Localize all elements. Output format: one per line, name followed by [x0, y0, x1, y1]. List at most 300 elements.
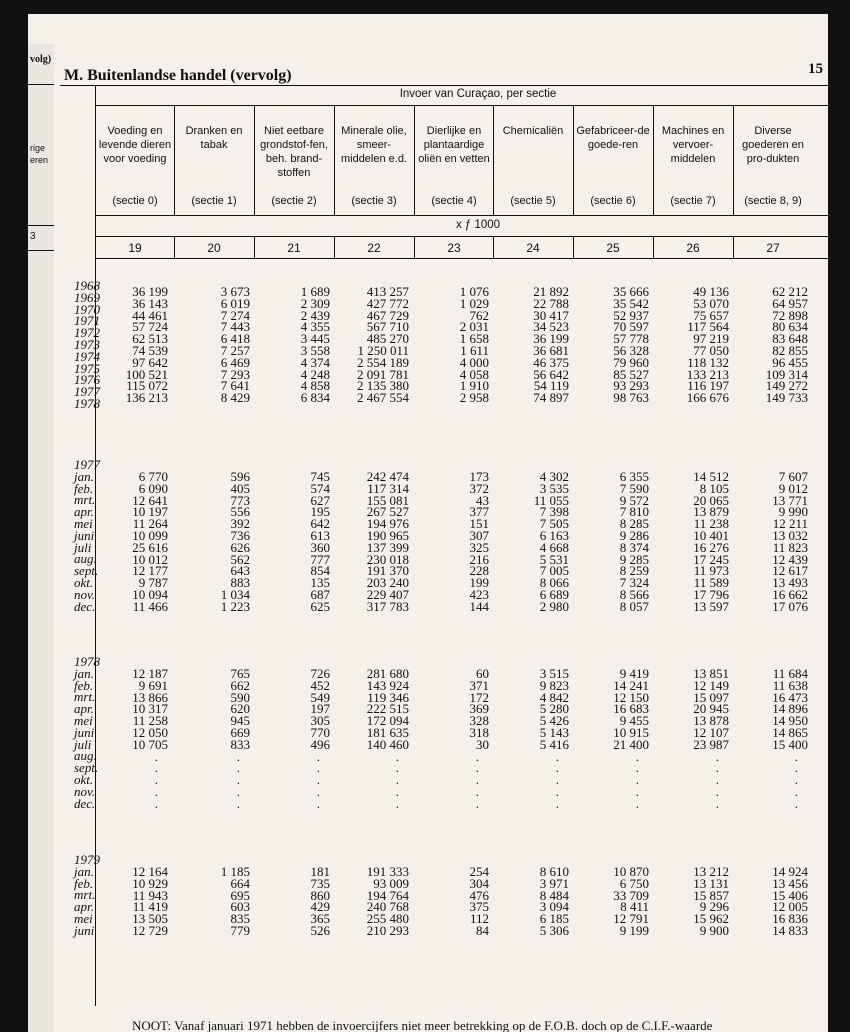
- document-page: [28, 14, 828, 1032]
- row-label: 1979: [74, 852, 100, 867]
- table-cell: 210 293: [366, 923, 409, 938]
- table-cell: 9 419: [619, 666, 649, 681]
- empty-cell-dot: .: [316, 772, 320, 788]
- empty-cell-dot: .: [395, 784, 399, 799]
- row-label: 1970: [74, 301, 100, 317]
- table-cell: 12 107: [693, 725, 729, 740]
- table-cell: 2 554 189: [357, 354, 409, 370]
- table-cell: 1 250 011: [357, 343, 409, 358]
- empty-cell-dot: .: [236, 784, 240, 799]
- empty-cell-dot: .: [715, 784, 719, 799]
- empty-cell-dot: .: [475, 784, 479, 799]
- row-label: mrt.: [74, 492, 96, 508]
- table-cell: 7 590: [619, 480, 649, 496]
- table-cell: 13 866: [132, 689, 168, 705]
- table-cell: 14 241: [613, 677, 649, 693]
- table-cell: 6 090: [138, 480, 168, 496]
- table-cell: 10 012: [132, 551, 168, 567]
- table-cell: 117 314: [367, 480, 409, 496]
- table-cell: 16 276: [693, 539, 729, 555]
- table-cell: 7 274: [220, 307, 250, 323]
- row-label: dec.: [74, 598, 96, 614]
- table-cell: 4 842: [539, 689, 569, 705]
- column-number: 21: [287, 241, 301, 255]
- table-cell: 392: [230, 516, 250, 532]
- column-header: Diverse goederen en pro-dukten: [742, 125, 804, 165]
- column-section: (sectie 8, 9): [744, 195, 802, 207]
- table-cell: 60: [476, 666, 489, 681]
- empty-cell-dot: .: [635, 760, 639, 776]
- table-cell: 7 607: [778, 469, 808, 484]
- table-cell: 1 689: [300, 284, 330, 299]
- table-cell: 57 778: [613, 331, 649, 347]
- table-cell: 149 733: [765, 390, 808, 406]
- empty-cell-dot: .: [316, 748, 320, 764]
- table-cell: 43: [476, 492, 489, 508]
- empty-cell-dot: .: [154, 772, 158, 788]
- table-cell: 9 285: [619, 551, 649, 567]
- table-cell: 79 960: [613, 354, 649, 370]
- table-cell: 191 370: [366, 563, 409, 579]
- table-cell: 9 572: [619, 492, 649, 508]
- header-rule: [95, 215, 828, 216]
- table-cell: 8 610: [539, 864, 569, 879]
- table-cell: 9 199: [619, 923, 649, 938]
- empty-cell-dot: .: [794, 772, 798, 788]
- empty-cell-dot: .: [635, 748, 639, 764]
- table-cell: 93 009: [373, 875, 409, 891]
- column-header: Dranken en tabak: [185, 125, 243, 151]
- empty-cell-dot: .: [236, 795, 240, 811]
- table-cell: 12 164: [132, 864, 168, 879]
- table-cell: 97 219: [693, 331, 729, 347]
- header-rule: [95, 105, 828, 106]
- table-cell: 14 924: [772, 864, 808, 879]
- table-cell: 12 050: [132, 725, 168, 740]
- table-cell: 7 257: [220, 343, 250, 358]
- empty-cell-dot: .: [395, 748, 399, 764]
- row-label: apr.: [74, 899, 94, 915]
- table-cell: 11 264: [132, 516, 168, 532]
- table-cell: 62 212: [772, 284, 808, 299]
- table-cell: 662: [230, 677, 250, 693]
- table-cell: 36 143: [132, 295, 168, 311]
- column-number: 19: [128, 241, 142, 255]
- table-cell: 8 374: [619, 539, 649, 555]
- table-cell: 74 897: [533, 390, 569, 406]
- table-cell: 10 094: [132, 587, 168, 602]
- table-cell: 53 070: [693, 295, 729, 311]
- table-cell: 762: [469, 307, 489, 323]
- table-cell: 16 683: [613, 701, 649, 717]
- table-cell: 413 257: [366, 284, 409, 299]
- table-cell: 8 057: [619, 598, 649, 614]
- table-cell: 371: [469, 677, 489, 693]
- table-cell: 7 443: [220, 319, 250, 335]
- table-cell: 9 286: [619, 528, 649, 543]
- header-rule: [95, 236, 828, 237]
- row-label: okt.: [74, 575, 94, 590]
- table-cell: 72 898: [772, 307, 808, 323]
- empty-cell-dot: .: [555, 748, 559, 764]
- table-cell: 14 950: [772, 713, 808, 729]
- table-cell: 452: [310, 677, 330, 693]
- table-cell: 35 666: [613, 284, 649, 299]
- empty-cell-dot: .: [555, 760, 559, 776]
- table-cell: 62 513: [132, 331, 168, 347]
- table-cell: 6 163: [539, 528, 569, 543]
- table-cell: 229 407: [366, 587, 409, 602]
- table-cell: 2 958: [459, 390, 489, 406]
- empty-cell-dot: .: [236, 748, 240, 764]
- table-cell: 11 589: [693, 575, 729, 591]
- table-cell: 22 788: [533, 295, 569, 311]
- table-cell: 12 211: [772, 516, 808, 532]
- row-label: aug.: [74, 551, 97, 567]
- table-cell: 4 668: [539, 539, 569, 555]
- table-cell: 17 245: [693, 551, 729, 567]
- table-cell: 230 018: [366, 551, 409, 567]
- row-label: jan.: [74, 468, 94, 484]
- table-cell: 945: [230, 713, 250, 729]
- table-cell: 325: [469, 539, 489, 555]
- table-cell: 9 012: [778, 480, 808, 496]
- table-cell: 25 616: [132, 539, 168, 555]
- empty-cell-dot: .: [475, 795, 479, 811]
- table-cell: 7 398: [539, 504, 569, 520]
- table-cell: 669: [230, 725, 250, 740]
- table-cell: 151: [469, 516, 489, 532]
- row-label: juli: [74, 736, 92, 752]
- table-cell: 96 455: [772, 354, 808, 370]
- column-header: Chemicaliën: [502, 125, 564, 137]
- table-cell: 328: [469, 713, 489, 729]
- table-cell: 74 539: [132, 343, 168, 358]
- table-cell: 8 066: [539, 575, 569, 591]
- table-cell: 318: [469, 725, 489, 740]
- table-cell: 8 566: [619, 587, 649, 602]
- table-cell: 203 240: [366, 575, 409, 591]
- table-cell: 1 658: [459, 331, 489, 347]
- column-section: (sectie 0): [112, 195, 158, 207]
- table-cell: 773: [230, 492, 250, 508]
- row-label: mrt.: [74, 887, 96, 903]
- table-cell: 93 293: [613, 378, 649, 394]
- table-cell: 590: [230, 689, 250, 705]
- table-cell: 15 406: [772, 887, 808, 903]
- table-cell: 7 641: [220, 378, 250, 394]
- row-label: 1972: [74, 325, 100, 341]
- table-cell: 9 990: [778, 504, 808, 520]
- table-cell: 1 185: [220, 864, 250, 879]
- table-cell: 11 823: [772, 539, 808, 555]
- table-cell: 149 272: [765, 378, 808, 394]
- table-cell: 9 823: [539, 677, 569, 693]
- table-cell: 10 705: [132, 736, 168, 752]
- table-cell: 33 709: [613, 887, 649, 903]
- row-label: 1978: [74, 396, 100, 411]
- table-cell: 549: [310, 689, 330, 705]
- table-cell: 643: [230, 563, 250, 579]
- table-cell: 15 097: [693, 689, 729, 705]
- empty-cell-dot: .: [395, 772, 399, 788]
- table-cell: 194 764: [366, 887, 409, 903]
- table-cell: 4 355: [300, 319, 330, 335]
- table-cell: 735: [310, 875, 330, 891]
- table-cell: 3 971: [539, 875, 569, 891]
- table-cell: 135: [310, 575, 330, 591]
- empty-cell-dot: .: [316, 760, 320, 776]
- empty-cell-dot: .: [555, 772, 559, 788]
- table-cell: 11 943: [132, 887, 168, 903]
- table-cell: 12 005: [772, 899, 808, 915]
- table-cell: 860: [310, 887, 330, 903]
- row-label: 1968: [74, 278, 100, 293]
- table-cell: 1 611: [460, 343, 489, 358]
- table-cell: 423: [469, 587, 489, 602]
- table-cell: 6 355: [619, 469, 649, 484]
- table-cell: 228: [469, 563, 489, 579]
- table-cell: 765: [230, 666, 250, 681]
- empty-cell-dot: .: [236, 760, 240, 776]
- table-cell: 34 523: [533, 319, 569, 335]
- table-cell: 4 000: [459, 354, 489, 370]
- table-cell: 627: [310, 492, 330, 508]
- table-cell: 56 328: [613, 343, 649, 358]
- table-cell: 82 855: [772, 343, 808, 358]
- empty-cell-dot: .: [475, 760, 479, 776]
- table-cell: 137 399: [366, 539, 409, 555]
- table-cell: 52 937: [613, 307, 649, 323]
- table-cell: 4 058: [459, 366, 489, 382]
- table-cell: 6 750: [619, 875, 649, 891]
- row-label: juni: [74, 527, 95, 543]
- table-cell: 14 512: [693, 469, 729, 484]
- column-section: (sectie 3): [351, 195, 397, 207]
- table-cell: 20 065: [693, 492, 729, 508]
- table-cell: 9 455: [619, 713, 649, 729]
- table-cell: 6 185: [539, 911, 569, 927]
- table-cell: 191 333: [366, 864, 409, 879]
- table-cell: 603: [230, 899, 250, 915]
- table-cell: 626: [230, 539, 250, 555]
- table-cell: 190 965: [366, 528, 409, 543]
- column-section: (sectie 7): [670, 195, 716, 207]
- row-label: mei: [74, 911, 93, 926]
- table-cell: 10 915: [613, 725, 649, 740]
- table-cell: 6 689: [539, 587, 569, 602]
- row-label: nov.: [74, 586, 96, 602]
- table-cell: 155 081: [366, 492, 409, 508]
- table-cell: 372: [469, 480, 489, 496]
- table-cell: 12 439: [772, 551, 808, 567]
- column-number: 24: [526, 241, 540, 255]
- table-cell: 13 032: [772, 528, 808, 543]
- empty-cell-dot: .: [794, 784, 798, 799]
- table-cell: 36 199: [533, 331, 569, 347]
- table-cell: 36 199: [132, 284, 168, 299]
- table-cell: 112: [469, 911, 489, 927]
- table-cell: 70 597: [613, 319, 649, 335]
- table-cell: 556: [230, 504, 250, 520]
- table-cell: 166 676: [686, 390, 729, 406]
- column-header: Niet eetbare grondstof-fen, beh. brand-stoffen: [260, 125, 328, 179]
- table-cell: 49 136: [693, 284, 729, 299]
- table-cell: 240 768: [366, 899, 409, 915]
- empty-cell-dot: .: [794, 760, 798, 776]
- table-cell: 118 132: [687, 354, 729, 370]
- table-cell: 1 076: [459, 284, 489, 299]
- footnote: NOOT: Vanaf januari 1971 hebben de invoercijfers niet meer betrekking op de F.O.B. doch op de C.I.F.-waarde: [132, 1018, 713, 1032]
- adjacent-fragment: volg): [30, 54, 52, 65]
- empty-cell-dot: .: [635, 772, 639, 788]
- empty-cell-dot: .: [395, 760, 399, 776]
- table-cell: 44 461: [132, 307, 168, 323]
- row-label: feb.: [74, 677, 94, 693]
- column-section: (sectie 2): [271, 195, 317, 207]
- table-cell: 625: [310, 598, 330, 614]
- table-cell: 779: [230, 923, 250, 938]
- table-cell: 567 710: [366, 319, 409, 335]
- table-cell: 5 143: [539, 725, 569, 740]
- table-cell: 305: [310, 713, 330, 729]
- table-cell: 2 439: [300, 307, 330, 323]
- table-cell: 2 467 554: [357, 390, 409, 406]
- table-cell: 377: [469, 504, 489, 520]
- table-cell: 613: [310, 528, 330, 543]
- table-cell: 10 401: [693, 528, 729, 543]
- table-cell: 281 680: [366, 666, 409, 681]
- table-cell: 369: [469, 701, 489, 717]
- table-cell: 365: [310, 911, 330, 927]
- table-cell: 3 673: [220, 284, 250, 299]
- table-cell: 194 976: [366, 516, 409, 532]
- table-cell: 267 527: [366, 504, 409, 520]
- table-cell: 12 617: [772, 563, 808, 579]
- unit-label: x ƒ 1000: [455, 219, 501, 231]
- row-label: sept.: [74, 760, 99, 776]
- column-header: Voeding en levende dieren voor voeding: [98, 125, 172, 165]
- row-label: juli: [74, 539, 92, 555]
- row-label: 1969: [74, 289, 100, 305]
- empty-cell-dot: .: [635, 795, 639, 811]
- column-number: 25: [606, 241, 620, 255]
- table-cell: 20 945: [693, 701, 729, 717]
- table-cell: 140 460: [366, 736, 409, 752]
- table-cell: 476: [469, 887, 489, 903]
- table-cell: 745: [310, 469, 330, 484]
- column-number: 27: [766, 241, 780, 255]
- table-cell: 620: [230, 701, 250, 717]
- row-label: dec.: [74, 795, 96, 811]
- table-cell: 5 426: [539, 713, 569, 729]
- table-cell: 14 896: [772, 701, 808, 717]
- table-cell: 100 521: [125, 366, 168, 382]
- row-label: 1975: [74, 360, 100, 376]
- table-cell: 5 306: [539, 923, 569, 938]
- row-label: feb.: [74, 875, 94, 891]
- table-cell: 427 772: [366, 295, 409, 311]
- table-cell: 9 900: [699, 923, 729, 938]
- table-cell: 496: [310, 736, 330, 752]
- table-cell: 11 055: [533, 492, 569, 508]
- row-label: mei: [74, 516, 93, 531]
- table-cell: 36 681: [533, 343, 569, 358]
- table-cell: 16 473: [772, 689, 808, 705]
- row-label: feb.: [74, 480, 94, 496]
- table-cell: 6 469: [220, 354, 250, 370]
- table-cell: 10 197: [132, 504, 168, 520]
- table-cell: 242 474: [366, 469, 409, 484]
- empty-cell-dot: .: [236, 772, 240, 788]
- empty-cell-dot: .: [794, 748, 798, 764]
- table-cell: 11 238: [693, 516, 729, 532]
- table-cell: 562: [230, 551, 250, 567]
- table-cell: 2 135 380: [357, 378, 409, 394]
- row-label: jan.: [74, 665, 94, 681]
- table-cell: 429: [310, 899, 330, 915]
- table-cell: 57 724: [132, 319, 168, 335]
- table-cell: 8 259: [619, 563, 649, 579]
- adjacent-fragment: rige: [30, 143, 46, 153]
- row-label: 1974: [74, 348, 100, 364]
- row-label: apr.: [74, 504, 94, 520]
- column-section: (sectie 5): [510, 195, 556, 207]
- table-cell: 23 987: [693, 736, 729, 752]
- table-cell: 115 072: [126, 378, 168, 394]
- column-header: Machines en vervoer-middelen: [661, 125, 725, 165]
- table-cell: 80 634: [772, 319, 808, 335]
- row-label: 1977: [74, 384, 100, 400]
- empty-cell-dot: .: [715, 760, 719, 776]
- table-cell: 13 878: [693, 713, 729, 729]
- table-cell: 54 119: [533, 378, 569, 394]
- table-cell: 10 099: [132, 528, 168, 543]
- table-cell: 254: [469, 864, 489, 879]
- table-cell: 117 564: [687, 319, 729, 335]
- row-label: mrt.: [74, 689, 96, 705]
- table-cell: 3 515: [539, 666, 569, 681]
- table-cell: 195: [310, 504, 330, 520]
- table-cell: 2 031: [459, 319, 489, 335]
- table-cell: 17 796: [693, 587, 729, 602]
- table-cell: 664: [230, 875, 250, 891]
- page-number: 15: [808, 61, 823, 77]
- row-label: okt.: [74, 772, 94, 787]
- table-cell: 3 094: [539, 899, 569, 915]
- table-cell: 136 213: [125, 390, 168, 406]
- table-cell: 4 248: [300, 366, 330, 382]
- table-cell: 317 783: [366, 598, 409, 614]
- table-cell: 13 879: [693, 504, 729, 520]
- row-label: 1976: [74, 372, 100, 388]
- table-cell: 7 505: [539, 516, 569, 532]
- table-cell: 98 763: [613, 390, 649, 406]
- table-cell: 835: [230, 911, 250, 927]
- table-cell: 17 076: [772, 598, 808, 614]
- table-title: Invoer van Curaçao, per sectie: [399, 88, 557, 100]
- table-cell: 1 223: [220, 598, 250, 614]
- table-cell: 56 642: [533, 366, 569, 382]
- table-cell: 13 456: [772, 875, 808, 891]
- column-number: 26: [686, 241, 700, 255]
- empty-cell-dot: .: [316, 784, 320, 799]
- empty-cell-dot: .: [715, 795, 719, 811]
- table-cell: 172: [469, 689, 489, 705]
- column-header: Dierlijke en plantaardige oliën en vetten: [418, 125, 490, 165]
- empty-cell-dot: .: [316, 795, 320, 811]
- table-cell: 736: [230, 528, 250, 543]
